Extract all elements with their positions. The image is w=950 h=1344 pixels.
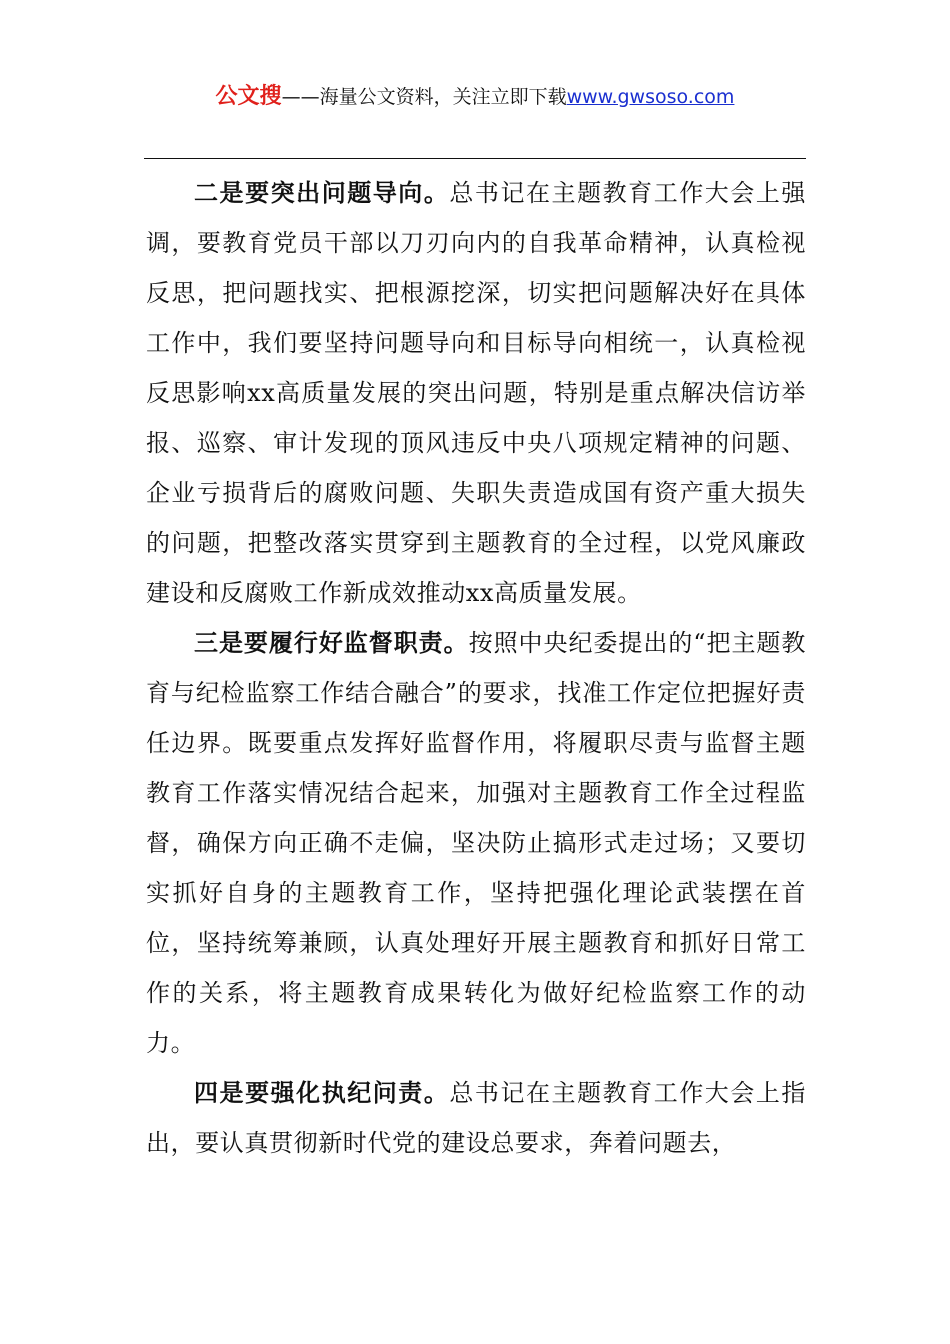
paragraph-heading: 四是要强化执纪问责。 (194, 1079, 450, 1107)
site-link[interactable]: www.gwsoso.com (566, 86, 735, 108)
paragraph-supervision-duty (146, 618, 806, 1068)
page-header (0, 82, 950, 112)
header-tagline: ——海量公文资料，关注立即下载 (281, 86, 567, 108)
paragraph-text: 按照中央纪委提出的“把主题教育与纪检监察工作结合融合”的要求，找准工作定位把握好责任边界。既要重点发挥好监督作用，将履职尽责与监督主题教育工作落实情况结合起来，加强对主题教育工作全过程监督，确保方向正确不走偏，坚决防止搞形式走过场；又要切实抓好自身的主题教育工作，坚持把强化理论武装摆在首位，坚持统筹兼顾，认真处理好开展主题教育和抓好日常工作的关系，将主题教育成果转化为做好纪检监察工作的动力。 (146, 629, 807, 1057)
header-divider (144, 158, 806, 159)
paragraph-accountability (146, 1068, 806, 1168)
paragraph-text: 总书记在主题教育工作大会上强调，要教育党员干部以刀刃向内的自我革命精神，认真检视反思，把问题找实、把根源挖深，切实把问题解决好在具体工作中，我们要坚持问题导向和目标导向相统一，认真检视反思影响xx高质量发展的突出问题，特别是重点解决信访举报、巡察、审计发现的顶风违反中央八项规定精神的问题、企业亏损背后的腐败问题、失职失责造成国有资产重大损失的问题，把整改落实贯穿到主题教育的全过程，以党风廉政建设和反腐败工作新成效推动xx高质量发展。 (146, 179, 806, 607)
paragraph-text: 总书记在主题教育工作大会上指出，要认真贯彻新时代党的建设总要求，奔着问题去， (146, 1079, 806, 1157)
document-body (146, 168, 806, 1168)
paragraph-heading: 三是要履行好监督职责。 (194, 629, 469, 657)
paragraph-heading: 二是要突出问题导向。 (194, 179, 450, 207)
brand-name: 公文搜 (215, 84, 282, 109)
paragraph-problem-orientation (146, 168, 806, 618)
